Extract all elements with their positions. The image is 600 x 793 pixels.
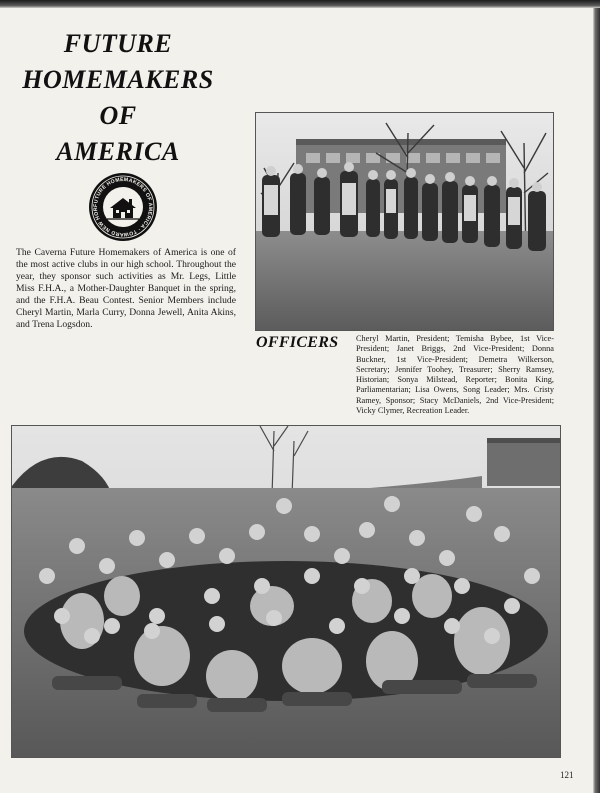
officers-list: Cheryl Martin, President; Temisha Bybee, 1st Vice-President; Janet Briggs, 2nd Vice-President; Donna Buckner, 1st Vice-President; Demetra Wilkerson, Secretary; Jennifer Toohey, Treasurer; Sherry Ramsey, Historian; Sonya Milstead, Reporter; Bonita King, Parliamentarian; Lisa Owens, Song Leader; Mrs. Cristy Ramey, Sponsor; Stacy McDaniels, 2nd Vice-President; Vicky Clymer, Recreation Leader.: [356, 334, 554, 416]
emblem-ring-text: FUTURE HOMEMAKERS OF AMERICA · TOWARD NEW HOR: [92, 176, 154, 238]
page-number: 121: [560, 770, 574, 780]
title-line-2: HOMEMAKERS: [22, 65, 214, 94]
title-line-3: OF: [99, 101, 137, 130]
title-line-1: FUTURE: [63, 29, 173, 58]
officers-heading: OFFICERS: [256, 334, 339, 351]
page-title: [0, 26, 236, 170]
page-edge-top: [0, 0, 600, 8]
intro-paragraph: The Caverna Future Homemakers of America is one of the most active clubs in our high school. Throughout the year, they sponsor such activities as Mr. Legs, Little Miss F.H.A., a Mother-Daughter Banquet in the spring, and the F.H.A. Beau Contest. Senior Members include Cheryl Martin, Marla Curry, Donna Jewell, Anita Akins, and Trena Logsdon.: [16, 247, 236, 330]
page-edge-right: [593, 0, 600, 793]
members-photo: [11, 425, 561, 758]
title-line-4: AMERICA: [56, 137, 180, 166]
officers-photo: [255, 112, 554, 331]
fha-house-emblem-icon: [88, 172, 158, 242]
